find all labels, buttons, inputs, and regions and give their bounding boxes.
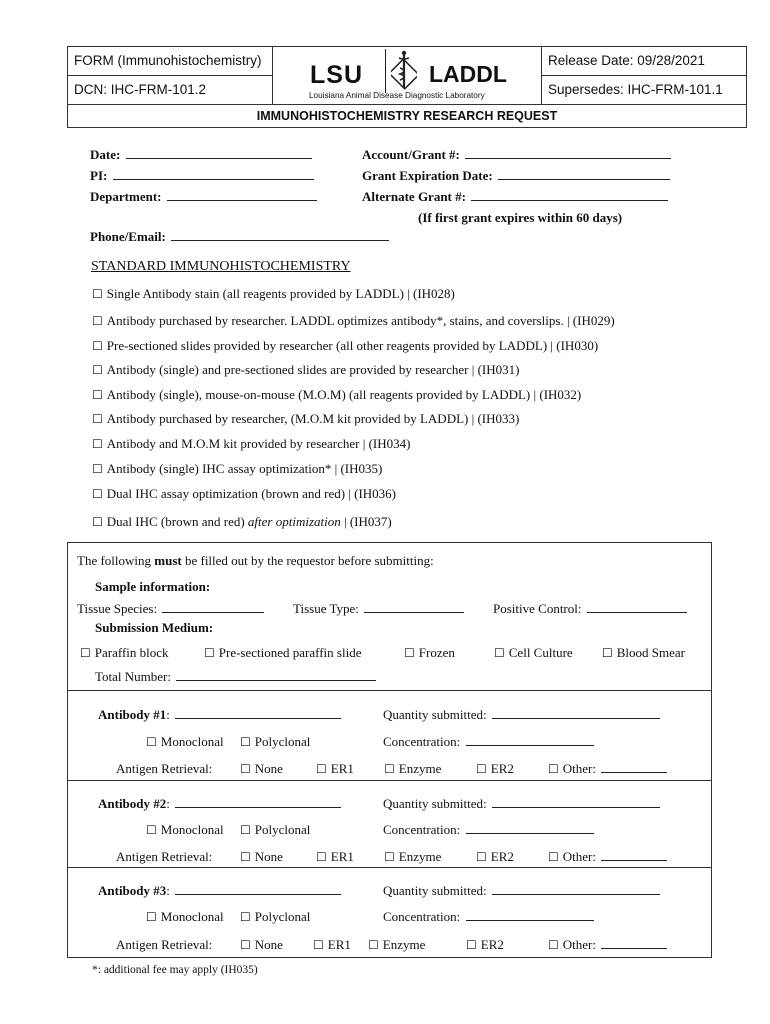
option-ih037[interactable]: ☐ Dual IHC (brown and red) after optimization | (IH037) <box>92 514 392 530</box>
footnote: *: additional fee may apply (IH035) <box>92 964 258 976</box>
antibody-2-quantity[interactable]: Quantity submitted: <box>383 796 660 812</box>
dcn: DCN: IHC-FRM-101.2 <box>74 82 207 97</box>
logo-lsu: LSU <box>310 61 363 89</box>
antibody-3-concentration[interactable]: Concentration: <box>383 909 594 925</box>
option-ih036[interactable]: ☐ Dual IHC assay optimization (brown and red) | (IH036) <box>92 486 396 502</box>
antibody-2-antigen-retrieval-label: Antigen Retrieval: <box>116 849 213 864</box>
antibody-1-ar-enzyme[interactable]: ☐ Enzyme <box>384 761 441 777</box>
dcn-cell <box>67 75 273 105</box>
antibody-2-concentration[interactable]: Concentration: <box>383 822 594 838</box>
antibody-1-concentration[interactable]: Concentration: <box>383 734 594 750</box>
antibody-3-quantity[interactable]: Quantity submitted: <box>383 883 660 899</box>
phone-email-field[interactable]: Phone/Email: <box>90 229 389 245</box>
logo-divider <box>385 49 386 93</box>
antibody-3-polyclonal[interactable]: ☐ Polyclonal <box>240 909 310 925</box>
medium-frozen[interactable]: ☐ Frozen <box>404 645 455 661</box>
total-number-field[interactable]: Total Number: <box>95 669 376 685</box>
medium-paraffin-block[interactable]: ☐ Paraffin block <box>80 645 169 661</box>
antibody-3-ar-other[interactable]: ☐ Other: <box>548 937 667 953</box>
antibody-1-ar-er2[interactable]: ☐ ER2 <box>476 761 514 777</box>
antibody-2-polyclonal[interactable]: ☐ Polyclonal <box>240 822 310 838</box>
tissue-type-field[interactable]: Tissue Type: <box>293 601 464 617</box>
antibody-1-quantity[interactable]: Quantity submitted: <box>383 707 660 723</box>
submission-medium-heading: Submission Medium: <box>95 620 214 635</box>
option-ih034[interactable]: ☐ Antibody and M.O.M kit provided by researcher | (IH034) <box>92 436 410 452</box>
antibody-3-ar-none[interactable]: ☐ None <box>240 937 283 953</box>
antibody-3-antigen-retrieval-label: Antigen Retrieval: <box>116 937 213 952</box>
antibody-3-field[interactable]: Antibody #3: <box>98 883 341 899</box>
antibody-1-monoclonal[interactable]: ☐ Monoclonal <box>146 734 224 750</box>
tissue-species-field[interactable]: Tissue Species: <box>77 601 264 617</box>
antibody-2-ar-none[interactable]: ☐ None <box>240 849 283 865</box>
antibody-2-ar-enzyme[interactable]: ☐ Enzyme <box>384 849 441 865</box>
option-ih029[interactable]: ☐ Antibody purchased by researcher. LADDL optimizes antibody*, stains, and coverslips. | (IH029) <box>92 313 615 329</box>
medium-blood-smear[interactable]: ☐ Blood Smear <box>602 645 685 661</box>
department-field[interactable]: Department: <box>90 189 317 205</box>
antibody-3-ar-enzyme[interactable]: ☐ Enzyme <box>368 937 425 953</box>
logo-cell <box>272 46 542 105</box>
antibody-3-monoclonal[interactable]: ☐ Monoclonal <box>146 909 224 925</box>
antibody-2-ar-er1[interactable]: ☐ ER1 <box>316 849 354 865</box>
antibody-1-antigen-retrieval-label: Antigen Retrieval: <box>116 761 213 776</box>
release-date: Release Date: 09/28/2021 <box>548 53 705 68</box>
option-ih033[interactable]: ☐ Antibody purchased by researcher, (M.O.M kit provided by LADDL) | (IH033) <box>92 411 519 427</box>
grant-expiration-field[interactable]: Grant Expiration Date: <box>362 168 670 184</box>
logo-laddl: LADDL <box>429 61 507 87</box>
antibody-3-ar-er1[interactable]: ☐ ER1 <box>313 937 351 953</box>
antibody-1-ar-er1[interactable]: ☐ ER1 <box>316 761 354 777</box>
release-cell <box>541 46 747 76</box>
antibody-1-ar-none[interactable]: ☐ None <box>240 761 283 777</box>
positive-control-field[interactable]: Positive Control: <box>493 601 687 617</box>
antibody-2-ar-other[interactable]: ☐ Other: <box>548 849 667 865</box>
antibody-2-monoclonal[interactable]: ☐ Monoclonal <box>146 822 224 838</box>
alternate-grant-note: (If first grant expires within 60 days) <box>418 210 623 225</box>
option-ih028[interactable]: ☐ Single Antibody stain (all reagents provided by LADDL) | (IH028) <box>92 286 455 302</box>
option-ih035[interactable]: ☐ Antibody (single) IHC assay optimization* | (IH035) <box>92 461 382 477</box>
form-type: FORM (Immunohistochemistry) <box>74 53 262 68</box>
title-cell <box>67 104 747 128</box>
antibody-3-ar-er2[interactable]: ☐ ER2 <box>466 937 504 953</box>
supersedes-cell <box>541 75 747 105</box>
supersedes: Supersedes: IHC-FRM-101.1 <box>548 82 723 97</box>
date-field[interactable]: Date: <box>90 147 312 163</box>
antibody-1-field[interactable]: Antibody #1: <box>98 707 341 723</box>
antibody-2-ar-er2[interactable]: ☐ ER2 <box>476 849 514 865</box>
standard-ihc-heading: STANDARD IMMUNOHISTOCHEMISTRY <box>91 259 351 274</box>
logo-subtitle: Louisiana Animal Disease Diagnostic Laboratory <box>309 91 485 100</box>
option-ih032[interactable]: ☐ Antibody (single), mouse-on-mouse (M.O.M) (all reagents provided by LADDL) | (IH032) <box>92 387 581 403</box>
antibody-1-ar-other[interactable]: ☐ Other: <box>548 761 667 777</box>
requestor-intro: The following must be filled out by the requestor before submitting: <box>77 553 434 568</box>
caduceus-icon <box>391 50 417 90</box>
pi-field[interactable]: PI: <box>90 168 314 184</box>
alternate-grant-field[interactable]: Alternate Grant #: <box>362 189 668 205</box>
option-ih031[interactable]: ☐ Antibody (single) and pre-sectioned slides are provided by researcher | (IH031) <box>92 362 519 378</box>
medium-cell-culture[interactable]: ☐ Cell Culture <box>494 645 573 661</box>
antibody-1-polyclonal[interactable]: ☐ Polyclonal <box>240 734 310 750</box>
option-ih030[interactable]: ☐ Pre-sectioned slides provided by researcher (all other reagents provided by LADDL) | (IH030) <box>92 338 598 354</box>
medium-pre-sectioned-slide[interactable]: ☐ Pre-sectioned paraffin slide <box>204 645 361 661</box>
form-type-cell <box>67 46 273 76</box>
account-grant-field[interactable]: Account/Grant #: <box>362 147 671 163</box>
antibody-2-field[interactable]: Antibody #2: <box>98 796 341 812</box>
page-title: IMMUNOHISTOCHEMISTRY RESEARCH REQUEST <box>256 109 558 123</box>
sample-info-heading: Sample information: <box>95 579 211 594</box>
